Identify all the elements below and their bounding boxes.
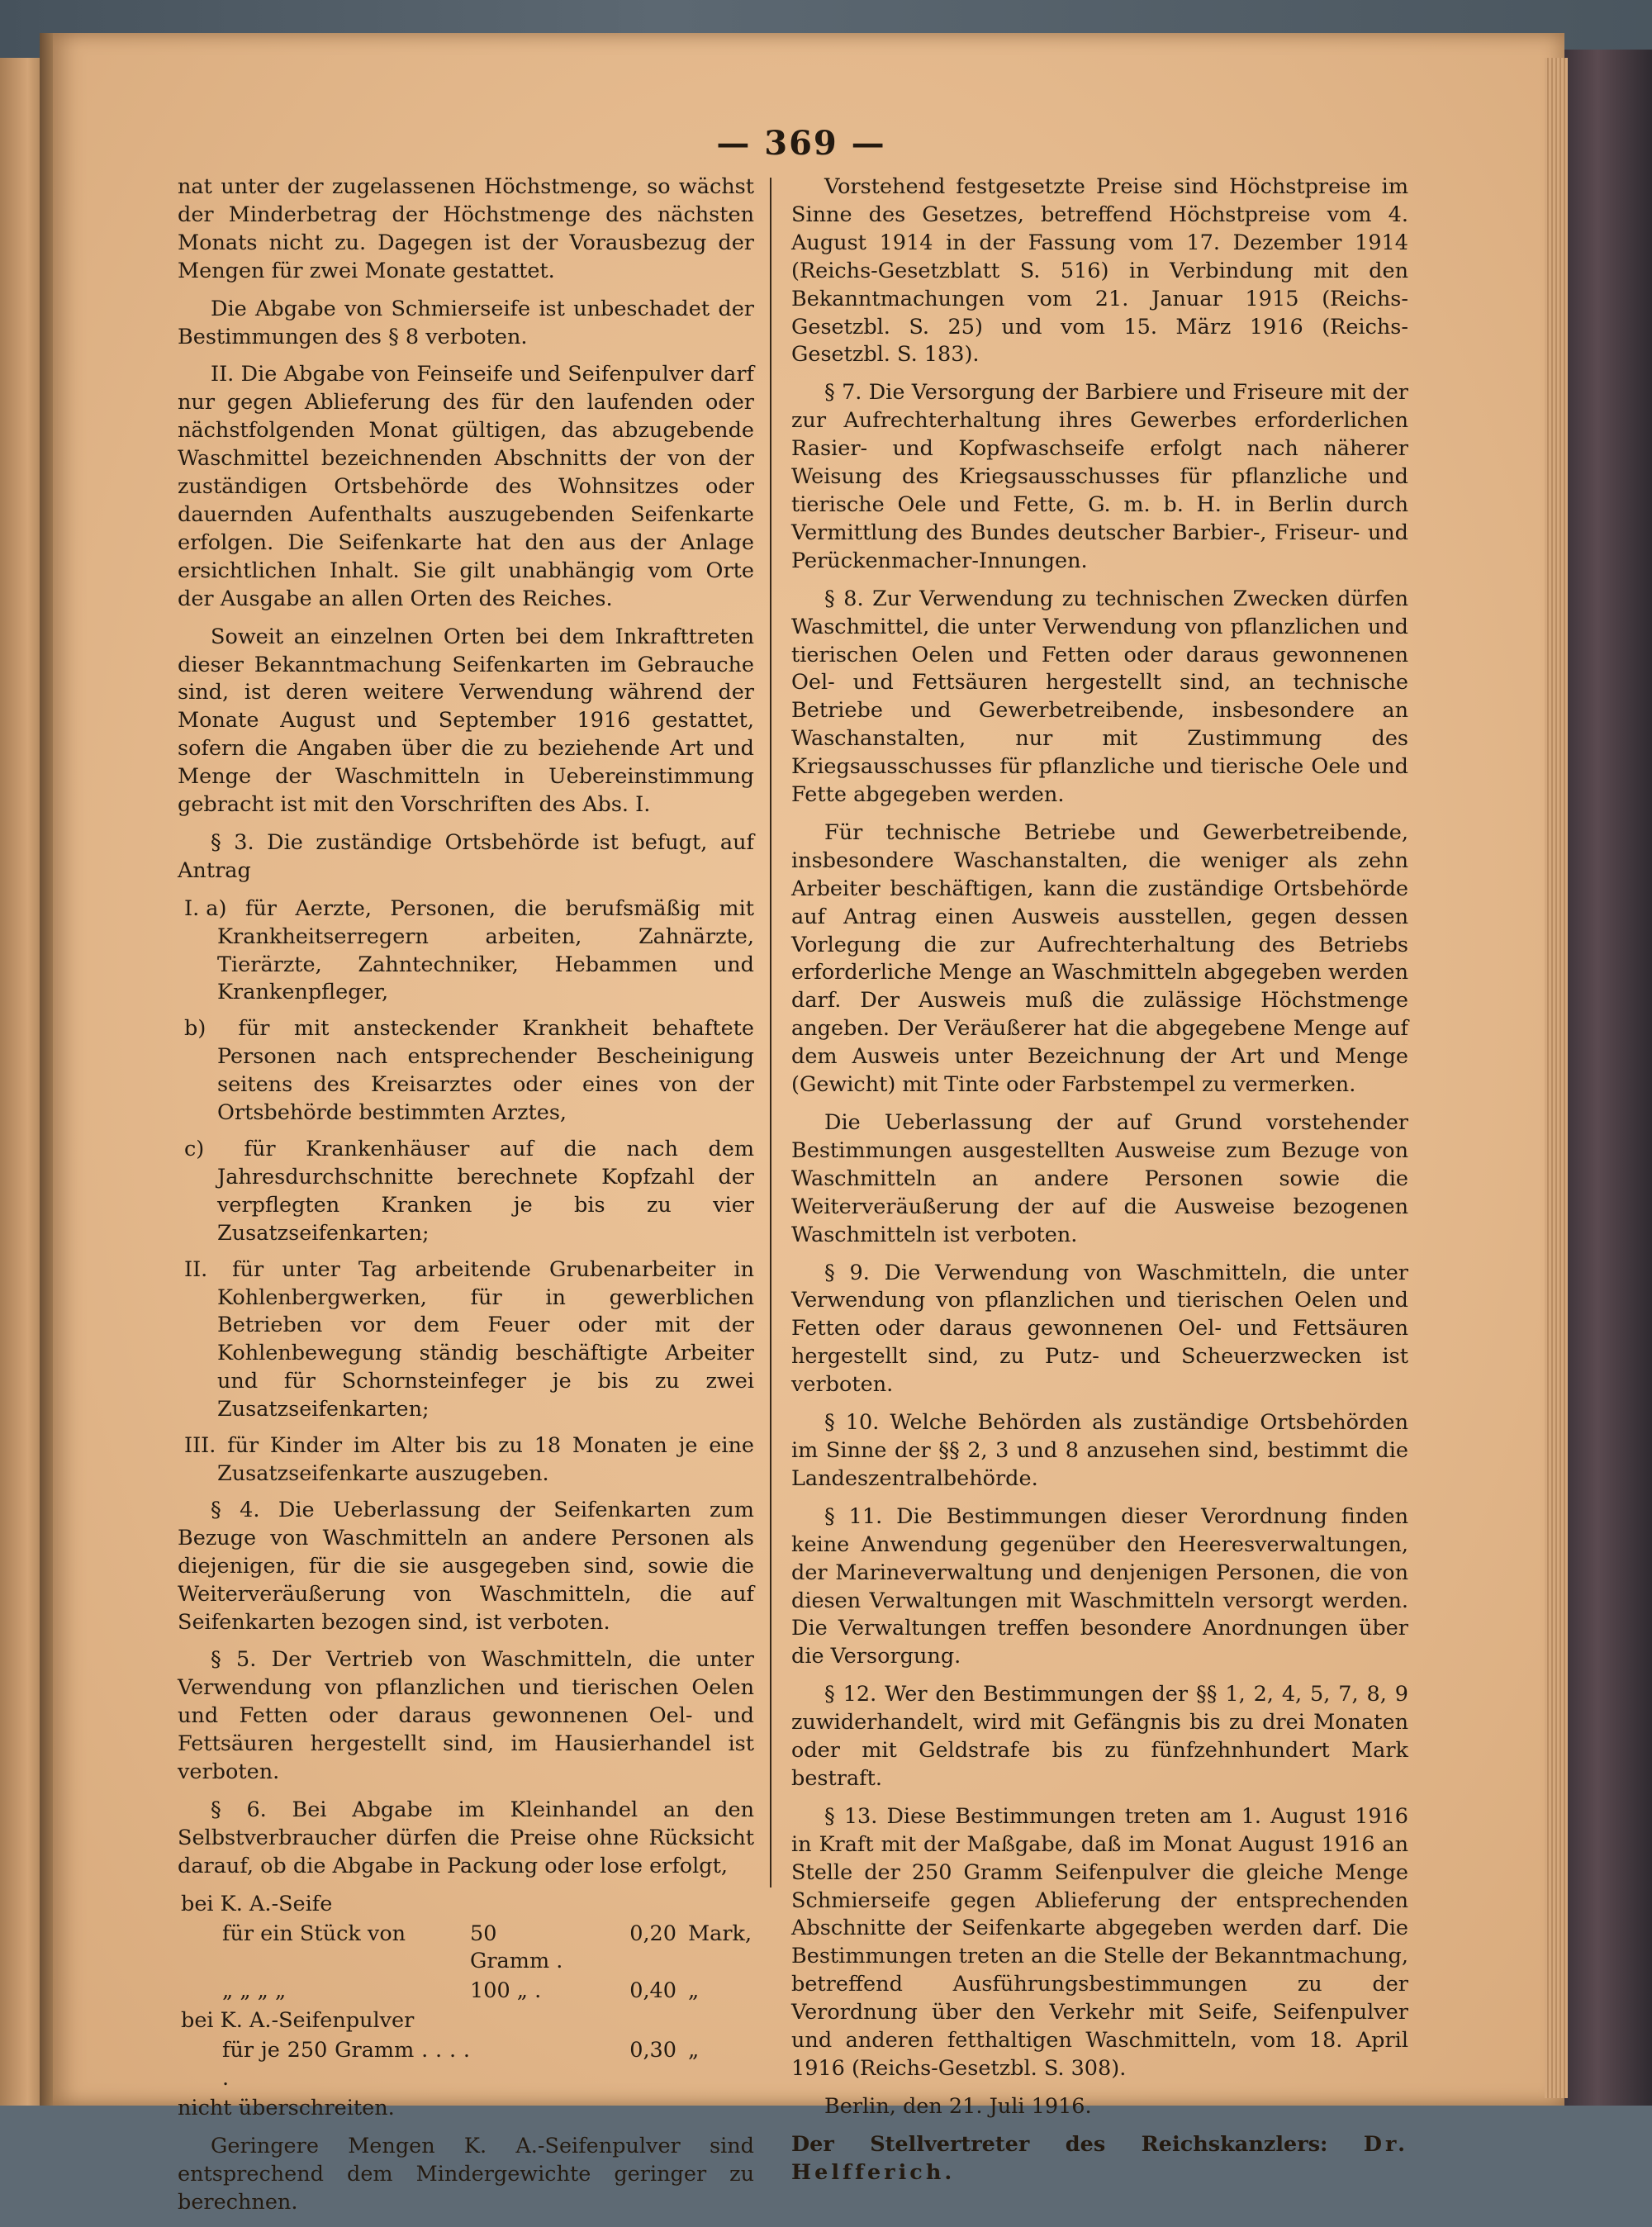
section-3-I-c-text: für Krankenhäuser auf die nach dem Jahresdurchschnitte berechnete Kopfzahl der verpflegten Kranken je bis zu vier Zusatzseifenkarten; [217, 1137, 755, 1246]
price-desc: „ „ „ „ [222, 1978, 287, 2004]
section-3-I-a-label: I. a) [184, 895, 227, 921]
book-gutter [40, 33, 53, 2106]
section-3-II-text: für unter Tag arbeitende Grubenarbeiter in Kohlenbergwerken, für in gewerblichen Betrieben vor dem Feuer oder mit der Kohlenbewegung ständig beschäftigte Arbeiter und für Schornsteinfeger je bis zu zwei Zusatzseifenkarten; [217, 1256, 754, 1422]
price-desc: für je 250 Gramm . . . . . [222, 2038, 470, 2092]
paragraph-intro: nat unter der zugelassenen Höchstmenge, so wächst der Minderbetrag der Höchstmenge des nächsten Monats nicht zu. Dagegen ist der Vorausbezug der Mengen für zwei Monate gestattet. [178, 174, 754, 283]
section-3-I-b-text: für mit ansteckender Krankheit behaftete Personen nach entsprechender Bescheinigung seitens des Kreisarztes oder eines von der Ortsbehörde bestimmten Arztes, [217, 1016, 754, 1126]
section-3-III [178, 1432, 754, 1489]
section-3-I-a-text: für Aerzte, Personen, die berufsmäßig mit Krankheitserregern arbeiten, Zahnärzte, Tierärzte, Zahntechniker, Hebammen und Krankenpfleger, [217, 895, 755, 1005]
section-3-I-a [178, 895, 754, 1008]
section-3-I-c-label: c) [184, 1137, 205, 1161]
signature-name: Dr. Helfferich. [791, 2131, 1408, 2185]
price-heading-seife: bei K. A.-Seife [181, 1891, 333, 1916]
paragraph-soweit: Soweit an einzelnen Orten bei dem Inkrafttreten dieser Bekanntmachung Seifenkarten im Gebrauche sind, ist deren weitere Verwendung während der Monate August und September 1916 gestattet, sofern die Angaben über die zu beziehende Art und Menge der Waschmitteln in Uebereinstimmung gebracht ist mit den Vorschriften des Abs. I. [178, 624, 754, 818]
paragraph-section-8: § 8. Zur Verwendung zu technischen Zwecken dürfen Waschmittel, die unter Verwendung von pflanzlichen und tierischen Oelen und Fetten oder daraus gewonnenen Oel- und Fettsäuren hergestellt sind, an technische Betriebe und Gewerbetreibende, insbesondere an Waschanstalten, nur mit Zustimmung des Kriegsausschusses für pflanzliche und tierische Oele und Fette abgegeben werden. [791, 586, 1408, 808]
paragraph-ueberlassung: Die Ueberlassung der auf Grund vorstehender Bestimmungen ausgestellten Ausweise zum Bezuge von Waschmitteln an andere Personen sowie die Weiterveräußerung der auf die Ausweise bezogenen Waschmitteln ist verboten. [791, 1110, 1408, 1247]
paragraph-nicht-ueberschreiten: nicht überschreiten. [178, 2096, 395, 2120]
price-row [178, 1978, 754, 2006]
section-3-III-text: für Kinder im Alter bis zu 18 Monaten je eine Zusatzseifenkarte auszugeben. [217, 1433, 754, 1486]
paragraph-section-5: § 5. Der Vertrieb von Waschmitteln, die unter Verwendung von pflanzlichen und tierischen Oelen und Fetten oder daraus gewonnenen Oel- und Fettsäuren hergestellt sind, im Hausierhandel ist verboten. [178, 1647, 754, 1785]
paragraph-section-7: § 7. Die Versorgung der Barbiere und Friseure mit der zur Aufrechterhaltung ihres Gewerbes erforderlichen Rasier- und Kopfwaschseife erfolgt nach näherer Weisung des Kriegsausschusses für pflanzliche und tierische Oele und Fette, G. m. b. H. in Berlin durch Vermittlung des Bundes deutscher Barbier-, Friseur- und Perückenmacher-Innungen. [791, 380, 1408, 573]
section-3-III-label: III. [184, 1433, 216, 1459]
date-line: Berlin, den 21. Juli 1916. [824, 2093, 1092, 2119]
right-column [791, 173, 1408, 2187]
section-3-I-c [178, 1136, 754, 1248]
paragraph-technische-betriebe: Für technische Betriebe und Gewerbetreibende, insbesondere Waschanstalten, die weniger als zehn Arbeiter beschäftigen, kann die zuständige Ortsbehörde auf Antrag einen Ausweis ausstellen, gegen dessen Vorlegung die zur Aufrechterhaltung des Betriebs erforderliche Menge an Waschmitteln abgegeben werden darf. Der Ausweis muß die zulässige Höchstmenge angeben. Der Veräußerer hat die abgegebene Menge auf dem Ausweis unter Bezeichnung der Art und Menge (Gewicht) mit Tinte oder Farbstempel zu vermerken. [791, 819, 1408, 1098]
price-row [178, 2037, 754, 2093]
section-3-II-label: II. [184, 1256, 208, 1282]
page-number: — 369 — [716, 124, 886, 163]
paragraph-section-13: § 13. Diese Bestimmungen treten am 1. August 1916 in Kraft mit der Maßgabe, daß im Monat August 1916 an Stelle der 250 Gramm Seifenpulver die gleiche Menge Schmierseife gegen Ablieferung der entsprechenden Abschnitte der Seifenkarte abgegeben werden darf. Die Bestimmungen treten an die Stelle der Bekanntmachung, betreffend Ausführungsbestimmungen zu der Verordnung über den Verkehr mit Seife, Seifenpulver und anderen fetthaltigen Waschmitteln, vom 18. April 1916 (Reichs-Gesetzbl. S. 308). [791, 1803, 1408, 2081]
price-row [178, 1921, 754, 1977]
left-column [178, 173, 754, 2227]
paragraph-section-12: § 12. Wer den Bestimmungen der §§ 1, 2, 4, 5, 7, 8, 9 zuwiderhandelt, wird mit Gefängnis bis zu drei Monaten oder mit Geldstrafe bis zu fünfzehnhundert Mark bestraft. [791, 1682, 1408, 1791]
price-value: 0,20 [629, 1921, 676, 1946]
item-II-label: II. [211, 362, 235, 387]
book-cover-edge [1561, 50, 1652, 2106]
signature-prefix: Der Stellvertreter des Reichskanzlers: [791, 2131, 1328, 2157]
price-qty: 50 Gramm . [470, 1921, 563, 1974]
paragraph-section-11: § 11. Die Bestimmungen dieser Verordnung finden keine Anwendung gegenüber den Heeresverwaltungen, der Marineverwaltung und denjenigen Personen, die von diesen Verwaltungen mit Waschmitteln versorgt werden. Die Verwaltungen treffen besondere Anordnungen über die Versorgung. [791, 1503, 1408, 1669]
item-II-text: Die Abgabe von Feinseife und Seifenpulver darf nur gegen Ablieferung des für den laufenden oder nächstfolgenden Monat gültigen, das abzugebende Waschmittel bezeichnenden Abschnitts der von der zuständigen Ortsbehörde des Wohnsitzes oder dauernden Aufenthalts auszugebenden Seifenkarte erfolgen. Die Seifenkarte hat den aus der Anlage ersichtlichen Inhalt. Sie gilt unabhängig vom Orte der Ausgabe an allen Orten des Reiches. [178, 362, 754, 611]
price-value: 0,40 [629, 1978, 676, 2004]
section-3-II [178, 1256, 754, 1424]
page-stack-edges [1545, 58, 1568, 2098]
paragraph-vorstehend: Vorstehend festgesetzte Preise sind Höchstpreise im Sinne des Gesetzes, betreffend Höchstpreise vom 4. August 1914 in der Fassung vom 17. Dezember 1914 (Reichs-Gesetzblatt S. 516) in Verbindung mit den Bekanntmachungen vom 21. Januar 1915 (Reichs-Gesetzbl. S. 25) und vom 15. März 1916 (Reichs-Gesetzbl. S. 183). [791, 174, 1408, 368]
price-heading-seifenpulver: bei K. A.-Seifenpulver [181, 2008, 415, 2034]
price-qty [470, 2037, 569, 2093]
item-II [178, 361, 754, 613]
price-desc: für ein Stück von [222, 1921, 406, 1946]
price-value: 0,30 [629, 2038, 676, 2063]
price-unit: „ [688, 2038, 700, 2063]
section-3-I-b [178, 1015, 754, 1128]
section-3-I-b-label: b) [184, 1016, 206, 1042]
column-divider [770, 178, 771, 1887]
price-unit: Mark, [688, 1921, 752, 1946]
price-unit: „ [688, 1978, 700, 2004]
paragraph-section-10: § 10. Welche Behörden als zuständige Ortsbehörden im Sinne der §§ 2, 3 und 8 anzusehen sind, bestimmt die Landeszentralbehörde. [791, 1410, 1408, 1491]
paragraph-geringere-mengen: Geringere Mengen K. A.-Seifenpulver sind entsprechend dem Mindergewichte geringer zu berechnen. [178, 2133, 754, 2215]
signature-line [791, 2131, 1408, 2187]
paragraph-schmierseife: Die Abgabe von Schmierseife ist unbeschadet der Bestimmungen des § 8 verboten. [178, 296, 754, 349]
paragraph-section-6: § 6. Bei Abgabe im Kleinhandel an den Selbstverbraucher dürfen die Preise ohne Rücksicht darauf, ob die Abgabe in Packung oder lose erfolgt, [178, 1797, 754, 1878]
paragraph-section-9: § 9. Die Verwendung von Waschmitteln, die unter Verwendung von pflanzlichen und tierischen Oelen und Fetten oder daraus gewonnenen Oel- und Fettsäuren hergestellt sind, zu Putz- und Scheuerzwecken ist verboten. [791, 1260, 1408, 1398]
price-qty: 100 „ . [470, 1978, 542, 2004]
paragraph-section-3: § 3. Die zuständige Ortsbehörde ist befugt, auf Antrag [178, 829, 754, 883]
paragraph-section-4: § 4. Die Ueberlassung der Seifenkarten zum Bezuge von Waschmitteln an andere Personen als diejenigen, für die sie ausgegeben sind, sowie die Weiterveräußerung von Waschmitteln, die auf Seifenkarten bezogen sind, ist verboten. [178, 1497, 754, 1635]
previous-page-edge [0, 58, 40, 2106]
